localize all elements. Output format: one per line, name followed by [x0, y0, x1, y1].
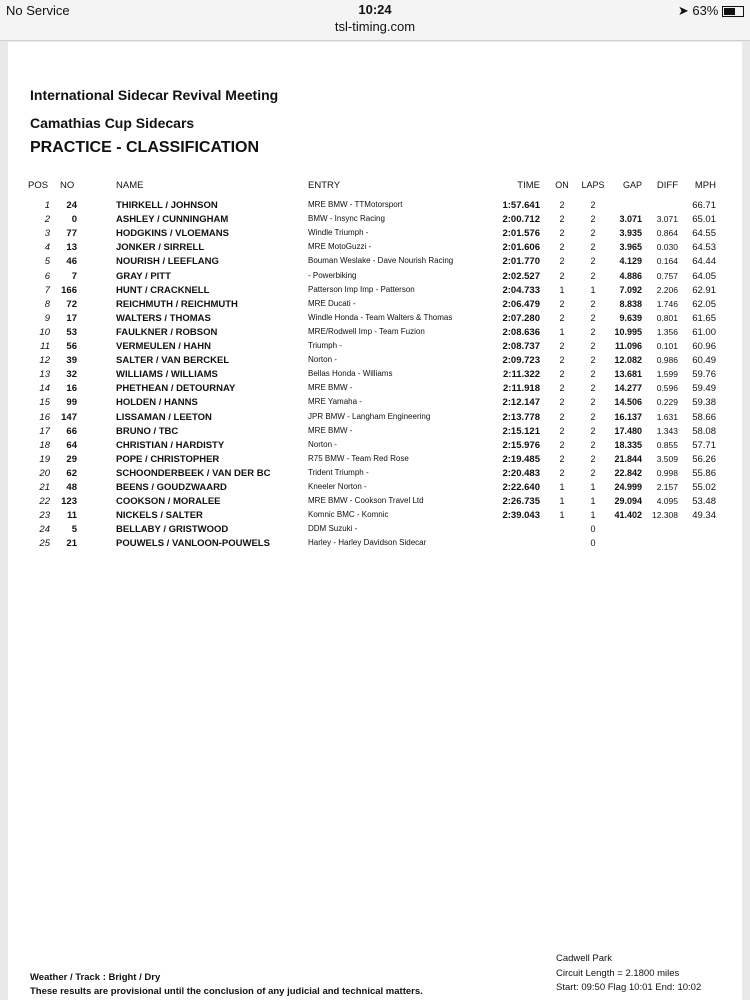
- table-row: [8, 313, 742, 327]
- cell-name: GRAY / PITT: [116, 270, 171, 282]
- cell-no: 64: [66, 439, 77, 451]
- cell-mph: 62.05: [692, 298, 716, 310]
- cell-entry: MRE Yamaha -: [308, 397, 362, 407]
- cell-gap: 17.480: [614, 425, 642, 436]
- cell-no: 16: [66, 383, 77, 395]
- table-row: [8, 299, 742, 313]
- carrier-label: No Service: [6, 3, 70, 18]
- cell-name: FAULKNER / ROBSON: [116, 326, 218, 338]
- status-bar: [0, 0, 750, 20]
- cell-name: HODGKINS / VLOEMANS: [116, 228, 229, 240]
- cell-entry: MRE MotoGuzzi -: [308, 242, 372, 252]
- cell-laps: 1: [590, 496, 596, 507]
- cell-laps: 2: [590, 383, 596, 394]
- cell-entry: Kneeler Norton -: [308, 482, 367, 491]
- cell-name: WILLIAMS / WILLIAMS: [116, 369, 218, 381]
- cell-name: NICKELS / SALTER: [116, 510, 203, 522]
- cell-name: LISSAMAN / LEETON: [116, 411, 212, 423]
- series-title: Camathias Cup Sidecars: [30, 115, 195, 131]
- cell-gap: 29.094: [614, 496, 642, 507]
- cell-pos: 9: [44, 312, 50, 324]
- cell-on: 1: [559, 482, 565, 492]
- cell-mph: 58.66: [692, 411, 716, 423]
- table-row: [8, 341, 742, 355]
- cell-no: 99: [66, 397, 77, 409]
- cell-on: 2: [559, 312, 565, 323]
- table-row: [8, 468, 742, 482]
- cell-diff: 0.030: [656, 242, 678, 253]
- cell-laps: 2: [590, 256, 596, 267]
- cell-mph: 49.34: [692, 510, 716, 522]
- location-icon: ➤: [677, 3, 689, 18]
- cell-pos: 1: [44, 200, 50, 211]
- cell-gap: 14.506: [614, 397, 642, 408]
- cell-name: SCHOONDERBEEK / VAN DER BC: [116, 467, 271, 479]
- col-laps: LAPS: [581, 180, 605, 190]
- cell-mph: 66.71: [692, 200, 716, 211]
- cell-entry: BMW - Insync Racing: [308, 214, 385, 224]
- cell-time: 2:39.043: [502, 510, 540, 522]
- cell-gap: 16.137: [614, 411, 642, 422]
- cell-time: 2:06.479: [502, 298, 540, 310]
- table-row: [8, 200, 742, 214]
- col-on: ON: [555, 180, 569, 190]
- cell-on: 2: [559, 270, 565, 281]
- cell-pos: 22: [39, 496, 50, 508]
- table-row: [8, 538, 742, 552]
- cell-laps: 0: [590, 524, 596, 535]
- cell-time: 2:15.121: [502, 425, 540, 437]
- cell-time: 2:11.918: [503, 383, 540, 395]
- cell-diff: 1.631: [656, 411, 678, 422]
- cell-entry: - Powerbiking: [308, 270, 357, 280]
- cell-laps: 2: [590, 369, 596, 380]
- cell-mph: 60.49: [692, 355, 716, 367]
- cell-entry: MRE Ducati -: [308, 298, 356, 308]
- cell-name: CHRISTIAN / HARDISTY: [116, 439, 225, 451]
- cell-mph: 64.55: [692, 228, 716, 240]
- cell-pos: 24: [39, 524, 50, 536]
- cell-name: BRUNO / TBC: [116, 425, 179, 437]
- cell-gap: 4.129: [619, 256, 642, 267]
- cell-entry: Trident Triumph -: [308, 467, 369, 477]
- col-entry: ENTRY: [308, 180, 341, 191]
- cell-time: 2:04.733: [502, 284, 540, 296]
- cell-diff: 0.101: [656, 341, 678, 351]
- table-row: [8, 383, 742, 397]
- cell-on: 2: [559, 453, 565, 464]
- cell-laps: 2: [590, 270, 596, 281]
- cell-time: 2:09.723: [502, 355, 540, 367]
- cell-no: 72: [66, 298, 77, 310]
- cell-mph: 56.26: [692, 453, 716, 465]
- cell-laps: 2: [590, 467, 596, 478]
- cell-name: BELLABY / GRISTWOOD: [116, 524, 229, 536]
- cell-laps: 2: [590, 425, 596, 436]
- cell-gap: 7.092: [619, 284, 642, 295]
- cell-mph: 65.01: [692, 214, 716, 226]
- cell-entry: MRE BMW - TTMotorsport: [308, 200, 403, 209]
- cell-time: 2:01.576: [502, 228, 540, 240]
- cell-gap: 8.838: [619, 298, 642, 309]
- cell-mph: 61.65: [692, 312, 716, 324]
- cell-entry: Windle Honda - Team Walters & Thomas: [308, 312, 453, 322]
- cell-mph: 58.08: [692, 425, 716, 437]
- cell-entry: Norton -: [308, 355, 337, 365]
- cell-name: NOURISH / LEEFLANG: [116, 256, 219, 268]
- cell-on: 1: [559, 510, 565, 521]
- cell-no: 56: [66, 341, 77, 352]
- cell-no: 77: [66, 228, 77, 240]
- cell-pos: 5: [44, 256, 50, 268]
- table-row: [8, 524, 742, 538]
- cell-laps: 0: [590, 538, 596, 549]
- cell-gap: 9.639: [619, 312, 642, 323]
- cell-on: 2: [559, 355, 565, 366]
- cell-diff: 0.596: [656, 383, 678, 394]
- cell-time: 2:20.483: [502, 467, 540, 479]
- cell-pos: 17: [39, 425, 50, 437]
- cell-pos: 18: [39, 439, 50, 451]
- cell-laps: 2: [590, 228, 596, 239]
- cell-gap: 41.402: [614, 510, 642, 521]
- cell-pos: 21: [39, 482, 50, 493]
- cell-gap: 4.886: [619, 270, 642, 281]
- cell-laps: 2: [590, 326, 596, 337]
- cell-no: 32: [66, 369, 77, 381]
- cell-pos: 20: [39, 467, 50, 479]
- col-no: NO: [60, 180, 75, 191]
- venue: Cadwell Park: [556, 953, 612, 964]
- table-row: [8, 285, 742, 299]
- cell-name: POPE / CHRISTOPHER: [116, 453, 220, 465]
- cell-diff: 0.164: [656, 256, 678, 267]
- cell-pos: 8: [44, 298, 50, 310]
- cell-pos: 7: [44, 284, 50, 296]
- col-gap: GAP: [622, 180, 642, 190]
- cell-name: THIRKELL / JOHNSON: [116, 200, 218, 211]
- session-info: [556, 952, 701, 996]
- cell-mph: 59.76: [692, 369, 716, 381]
- cell-no: 11: [66, 510, 77, 522]
- table-row: [8, 454, 742, 468]
- cell-mph: 57.71: [692, 439, 716, 451]
- cell-diff: 1.343: [656, 425, 678, 436]
- cell-entry: Triumph -: [308, 341, 342, 350]
- col-time: TIME: [517, 180, 540, 191]
- table-row: [8, 242, 742, 256]
- cell-laps: 2: [590, 214, 596, 225]
- cell-gap: 3.965: [619, 242, 642, 253]
- cell-on: 2: [559, 242, 565, 253]
- cell-entry: Komnic BMC - Komnic: [308, 510, 389, 520]
- table-row: [8, 327, 742, 341]
- table-row: [8, 355, 742, 369]
- cell-time: 1:57.641: [502, 200, 540, 211]
- cell-on: 2: [559, 411, 565, 422]
- table-row: [8, 412, 742, 426]
- cell-on: 1: [559, 284, 565, 295]
- cell-entry: MRE/Rodwell Imp - Team Fuzion: [308, 326, 425, 336]
- cell-no: 21: [66, 538, 77, 550]
- cell-on: 2: [559, 439, 565, 450]
- cell-entry: MRE BMW - Cookson Travel Ltd: [308, 496, 424, 506]
- cell-time: 2:19.485: [502, 453, 540, 465]
- col-diff: DIFF: [656, 180, 678, 191]
- cell-no: 24: [66, 200, 77, 211]
- footer-notes: [30, 971, 423, 999]
- cell-no: 5: [71, 524, 77, 536]
- table-row: [8, 426, 742, 440]
- cell-entry: Harley - Harley Davidson Sidecar: [308, 538, 427, 548]
- weather-note: Weather / Track : Bright / Dry: [30, 972, 161, 983]
- cell-diff: 0.864: [656, 228, 678, 239]
- cell-diff: 1.356: [656, 326, 678, 337]
- cell-laps: 2: [590, 439, 596, 450]
- battery-icon: [722, 6, 744, 17]
- cell-diff: 1.599: [656, 369, 678, 380]
- cell-no: 66: [66, 425, 77, 437]
- cell-pos: 4: [44, 242, 50, 254]
- cell-time: 2:00.712: [502, 214, 540, 226]
- table-row: [8, 214, 742, 228]
- circuit-length: Circuit Length = 2.1800 miles: [556, 967, 680, 979]
- cell-entry: DDM Suzuki -: [308, 524, 358, 534]
- cell-time: 2:08.737: [502, 341, 540, 352]
- cell-no: 7: [71, 270, 77, 282]
- cell-time: 2:01.606: [502, 242, 540, 254]
- cell-on: 2: [559, 383, 565, 394]
- cell-mph: 64.44: [692, 256, 716, 268]
- cell-mph: 53.48: [692, 496, 716, 508]
- clock: 10:24: [358, 2, 392, 17]
- cell-name: COOKSON / MORALEE: [116, 496, 221, 508]
- cell-pos: 23: [39, 510, 50, 522]
- cell-diff: 3.071: [656, 214, 678, 225]
- cell-no: 29: [66, 453, 77, 465]
- cell-laps: 2: [590, 453, 596, 464]
- cell-pos: 12: [39, 355, 50, 367]
- cell-on: 2: [559, 298, 565, 309]
- cell-time: 2:13.778: [502, 411, 540, 423]
- page-title: PRACTICE - CLASSIFICATION: [30, 139, 260, 156]
- table-row: [8, 510, 742, 524]
- cell-diff: 0.229: [656, 397, 678, 408]
- cell-entry: JPR BMW - Langham Engineering: [308, 411, 431, 421]
- cell-on: 2: [559, 369, 565, 380]
- col-pos: POS: [28, 180, 49, 191]
- cell-diff: 0.986: [656, 355, 678, 366]
- cell-time: 2:02.527: [502, 270, 540, 282]
- cell-pos: 19: [39, 453, 50, 465]
- cell-diff: 0.998: [656, 467, 678, 478]
- cell-time: 2:22.640: [502, 482, 540, 493]
- cell-entry: Bouman Weslake - Dave Nourish Racing: [308, 256, 454, 266]
- cell-name: WALTERS / THOMAS: [116, 312, 211, 324]
- battery-indicator: [678, 3, 744, 19]
- cell-diff: 2.206: [656, 284, 678, 295]
- cell-name: SALTER / VAN BERCKEL: [116, 355, 230, 367]
- cell-no: 123: [61, 496, 77, 508]
- cell-time: 2:01.770: [502, 256, 540, 268]
- cell-time: 2:15.976: [502, 439, 540, 451]
- cell-diff: 1.746: [656, 298, 678, 309]
- results-document: [8, 42, 742, 1000]
- cell-mph: 64.05: [692, 270, 716, 282]
- cell-gap: 13.681: [614, 369, 642, 380]
- cell-name: HUNT / CRACKNELL: [116, 284, 210, 296]
- cell-no: 0: [71, 214, 77, 226]
- cell-laps: 2: [590, 200, 596, 210]
- cell-on: 2: [559, 425, 565, 436]
- cell-mph: 64.53: [692, 242, 716, 254]
- cell-no: 53: [66, 326, 77, 338]
- table-row: [8, 397, 742, 411]
- cell-mph: 55.86: [692, 467, 716, 479]
- cell-pos: 13: [39, 369, 50, 381]
- col-mph: MPH: [694, 180, 716, 191]
- url-text[interactable]: tsl-timing.com: [334, 19, 416, 34]
- cell-diff: 2.157: [656, 482, 678, 492]
- cell-entry: MRE BMW -: [308, 383, 353, 393]
- cell-entry: MRE BMW -: [308, 425, 353, 435]
- table-header: [8, 180, 742, 194]
- table-row: [8, 496, 742, 510]
- cell-name: JONKER / SIRRELL: [116, 242, 205, 254]
- cell-no: 13: [66, 242, 77, 254]
- cell-no: 17: [66, 312, 77, 324]
- cell-pos: 25: [39, 538, 50, 550]
- battery-level: 63%: [692, 3, 719, 18]
- cell-name: HOLDEN / HANNS: [116, 397, 198, 409]
- table-row: [8, 228, 742, 242]
- cell-time: 2:11.322: [503, 369, 540, 381]
- cell-name: ASHLEY / CUNNINGHAM: [116, 214, 229, 226]
- cell-pos: 14: [39, 383, 50, 395]
- address-bar[interactable]: [0, 20, 750, 41]
- cell-on: 2: [559, 214, 565, 225]
- cell-entry: Windle Triumph -: [308, 228, 369, 238]
- cell-no: 39: [66, 355, 77, 367]
- session-times: Start: 09:50 Flag 10:01 End: 10:02: [556, 982, 702, 993]
- cell-laps: 2: [590, 312, 596, 323]
- disclaimer: These results are provisional until the conclusion of any judicial and technical matters.: [30, 986, 423, 997]
- event-title: International Sidecar Revival Meeting: [30, 87, 279, 103]
- cell-pos: 2: [44, 214, 50, 226]
- cell-diff: 0.757: [656, 270, 678, 281]
- table-row: [8, 482, 742, 496]
- cell-laps: 1: [590, 482, 596, 492]
- cell-laps: 2: [590, 397, 596, 408]
- cell-pos: 6: [44, 270, 50, 282]
- cell-gap: 21.844: [614, 453, 642, 464]
- cell-no: 46: [66, 256, 77, 268]
- cell-laps: 2: [590, 298, 596, 309]
- cell-pos: 10: [39, 326, 50, 338]
- cell-laps: 1: [590, 284, 596, 295]
- cell-laps: 2: [590, 355, 596, 366]
- cell-entry: Patterson Imp Imp - Patterson: [308, 284, 415, 294]
- cell-time: 2:08.636: [502, 326, 540, 338]
- cell-on: 2: [559, 467, 565, 478]
- cell-gap: 10.995: [614, 326, 642, 337]
- table-row: [8, 369, 742, 383]
- table-row: [8, 440, 742, 454]
- cell-time: 2:07.280: [502, 312, 540, 324]
- cell-laps: 2: [590, 341, 596, 351]
- cell-pos: 11: [40, 341, 50, 352]
- cell-laps: 2: [590, 411, 596, 422]
- cell-mph: 61.00: [692, 326, 716, 338]
- cell-gap: 24.999: [614, 482, 642, 492]
- cell-diff: 12.308: [652, 510, 678, 521]
- cell-pos: 15: [39, 397, 50, 409]
- cell-no: 166: [61, 284, 77, 296]
- cell-gap: 3.071: [619, 214, 642, 225]
- cell-laps: 1: [590, 510, 596, 521]
- cell-mph: 62.91: [692, 284, 716, 296]
- cell-on: 1: [559, 496, 565, 507]
- cell-on: 2: [559, 200, 565, 210]
- cell-entry: R75 BMW - Team Red Rose: [308, 453, 409, 463]
- table-row: [8, 256, 742, 270]
- cell-on: 2: [559, 228, 565, 239]
- cell-laps: 2: [590, 242, 596, 253]
- cell-name: REICHMUTH / REICHMUTH: [116, 298, 238, 310]
- cell-time: 2:12.147: [502, 397, 540, 409]
- cell-mph: 55.02: [692, 482, 716, 493]
- cell-gap: 11.096: [614, 341, 642, 351]
- cell-entry: Norton -: [308, 439, 337, 449]
- cell-entry: Bellas Honda - Williams: [308, 369, 393, 379]
- cell-gap: 12.082: [614, 355, 642, 366]
- cell-diff: 0.801: [656, 312, 678, 323]
- cell-no: 147: [61, 411, 77, 423]
- cell-on: 2: [559, 397, 565, 408]
- cell-name: BEENS / GOUDZWAARD: [116, 482, 227, 493]
- col-name: NAME: [116, 180, 144, 191]
- cell-gap: 14.277: [614, 383, 642, 394]
- cell-gap: 18.335: [614, 439, 642, 450]
- cell-on: 2: [559, 341, 565, 351]
- cell-no: 62: [66, 467, 77, 479]
- cell-gap: 3.935: [619, 228, 642, 239]
- cell-mph: 60.96: [692, 341, 716, 352]
- cell-pos: 16: [39, 411, 50, 423]
- cell-on: 2: [559, 256, 565, 267]
- cell-diff: 4.095: [656, 496, 678, 507]
- cell-name: PHETHEAN / DETOURNAY: [116, 383, 236, 395]
- cell-on: 1: [559, 326, 565, 337]
- cell-no: 48: [66, 482, 77, 493]
- cell-name: VERMEULEN / HAHN: [116, 341, 212, 352]
- cell-mph: 59.38: [692, 397, 716, 409]
- cell-mph: 59.49: [692, 383, 716, 395]
- table-row: [8, 271, 742, 285]
- cell-diff: 0.855: [656, 439, 678, 450]
- cell-pos: 3: [44, 228, 50, 240]
- cell-diff: 3.509: [656, 453, 678, 464]
- cell-gap: 22.842: [614, 467, 642, 478]
- cell-name: POUWELS / VANLOON-POUWELS: [116, 538, 270, 550]
- cell-time: 2:26.735: [502, 496, 540, 508]
